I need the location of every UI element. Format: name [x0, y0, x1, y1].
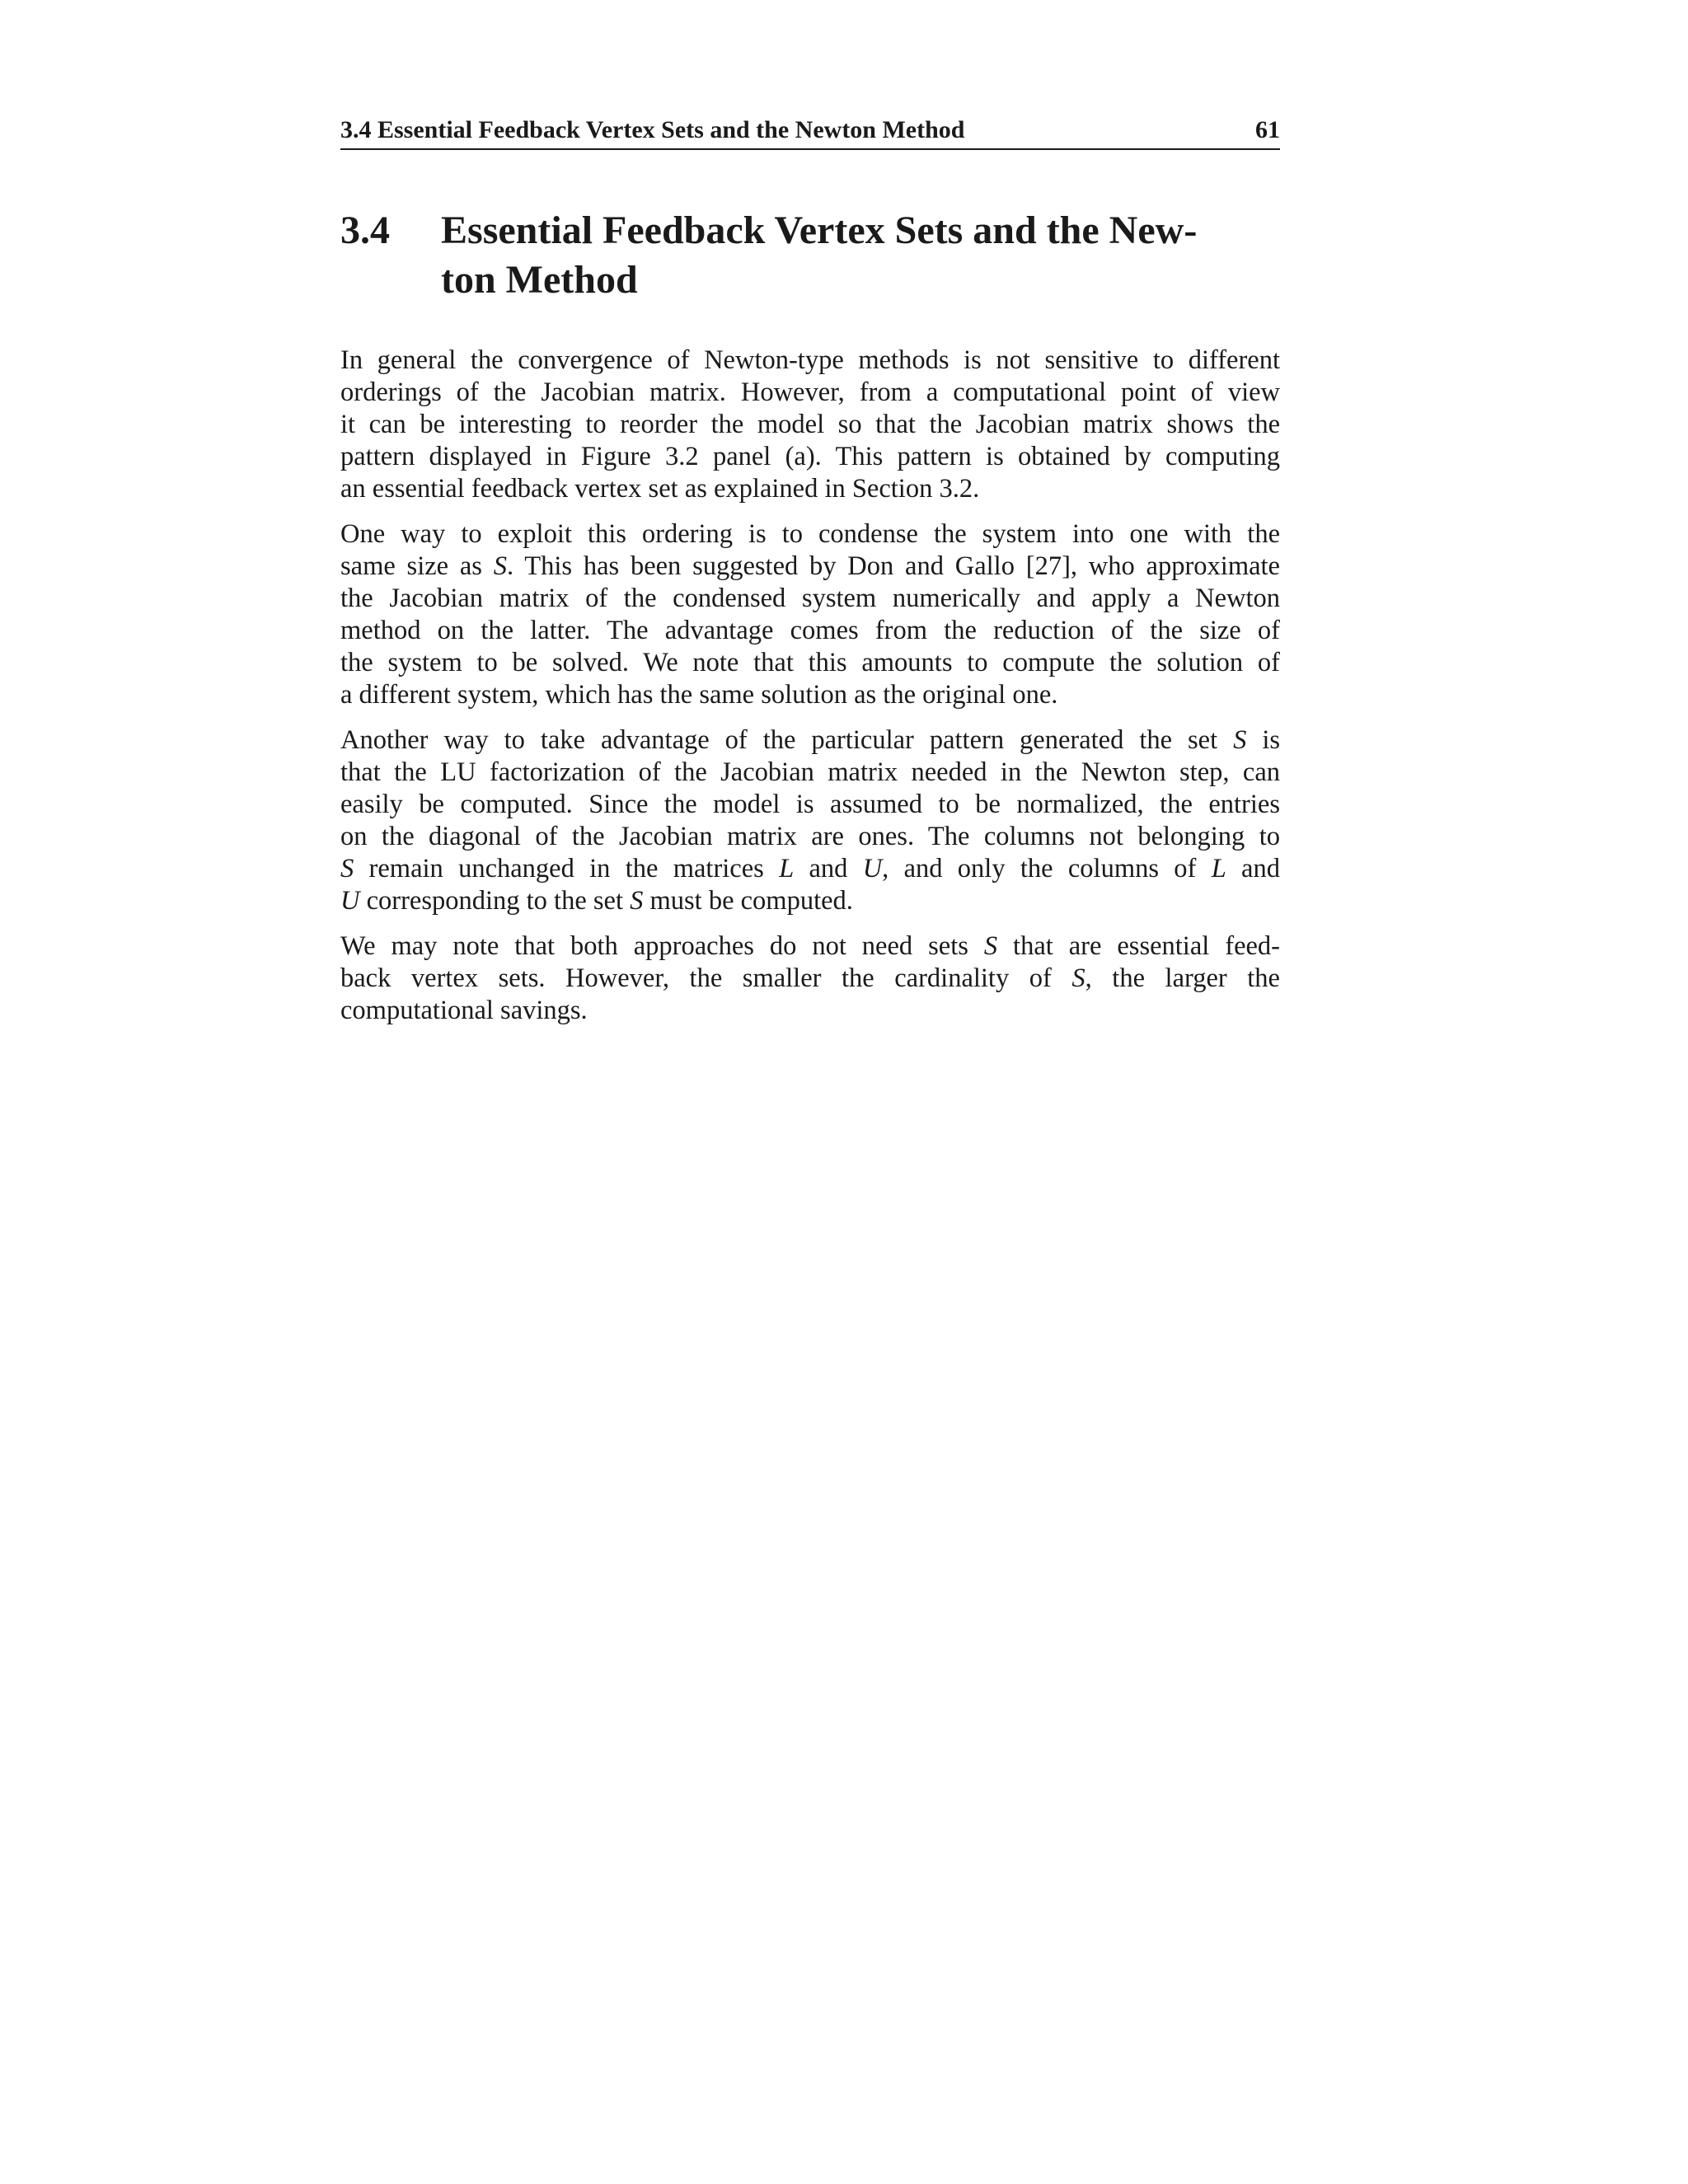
paragraph-line: same size as S. This has been suggested by Don and Gallo [27], who approximate — [340, 551, 1280, 581]
section-heading — [340, 206, 1280, 305]
section-title — [441, 206, 1197, 305]
paragraph-line: S remain unchanged in the matrices L and U, and only the columns of L and — [340, 854, 1280, 883]
paragraph-line: on the diagonal of the Jacobian matrix are ones. The columns not belonging to — [340, 822, 1280, 851]
paragraph-line: pattern displayed in Figure 3.2 panel (a). This pattern is obtained by computing — [340, 442, 1280, 471]
paragraph-2 — [340, 518, 1280, 711]
paragraph-line: it can be interesting to reorder the model so that the Jacobian matrix shows the — [340, 410, 1280, 439]
paragraph-line: Another way to take advantage of the particular pattern generated the set S is — [340, 725, 1280, 755]
paragraph-line: In general the convergence of Newton-type methods is not sensitive to different — [340, 345, 1280, 375]
paragraph-line: the Jacobian matrix of the condensed system numerically and apply a Newton — [340, 583, 1280, 613]
paragraph-line: One way to exploit this ordering is to condense the system into one with the — [340, 519, 1280, 549]
paragraph-3 — [340, 724, 1280, 917]
paragraph-line: computational savings. — [340, 996, 588, 1025]
section-number: 3.4 — [340, 209, 390, 252]
running-title: 3.4 Essential Feedback Vertex Sets and the Newton Method — [340, 116, 965, 143]
paragraph-line: that the LU factorization of the Jacobian matrix needed in the Newton step, can — [340, 757, 1280, 787]
page-number: 61 — [1255, 116, 1280, 143]
paragraph-line: back vertex sets. However, the smaller the cardinality of S, the larger the — [340, 963, 1280, 993]
section-title-line: ton Method — [441, 258, 638, 302]
paragraph-1 — [340, 344, 1280, 505]
paragraph-line: an essential feedback vertex set as explained in Section 3.2. — [340, 474, 980, 504]
page-content — [340, 115, 1280, 1040]
paragraph-line: the system to be solved. We note that this amounts to compute the solution of — [340, 648, 1280, 677]
paragraph-line: orderings of the Jacobian matrix. However, from a computational point of view — [340, 377, 1280, 407]
paragraph-line: We may note that both approaches do not need sets S that are essential feed- — [340, 931, 1280, 961]
running-header — [340, 115, 1280, 150]
section-title-line: Essential Feedback Vertex Sets and the New- — [441, 209, 1198, 252]
paragraph-4 — [340, 930, 1280, 1027]
paragraph-line: U corresponding to the set S must be computed. — [340, 886, 853, 916]
paragraph-line: easily be computed. Since the model is assumed to be normalized, the entries — [340, 790, 1280, 819]
paragraph-line: method on the latter. The advantage comes from the reduction of the size of — [340, 616, 1280, 645]
paragraph-line: a different system, which has the same solution as the original one. — [340, 680, 1058, 710]
